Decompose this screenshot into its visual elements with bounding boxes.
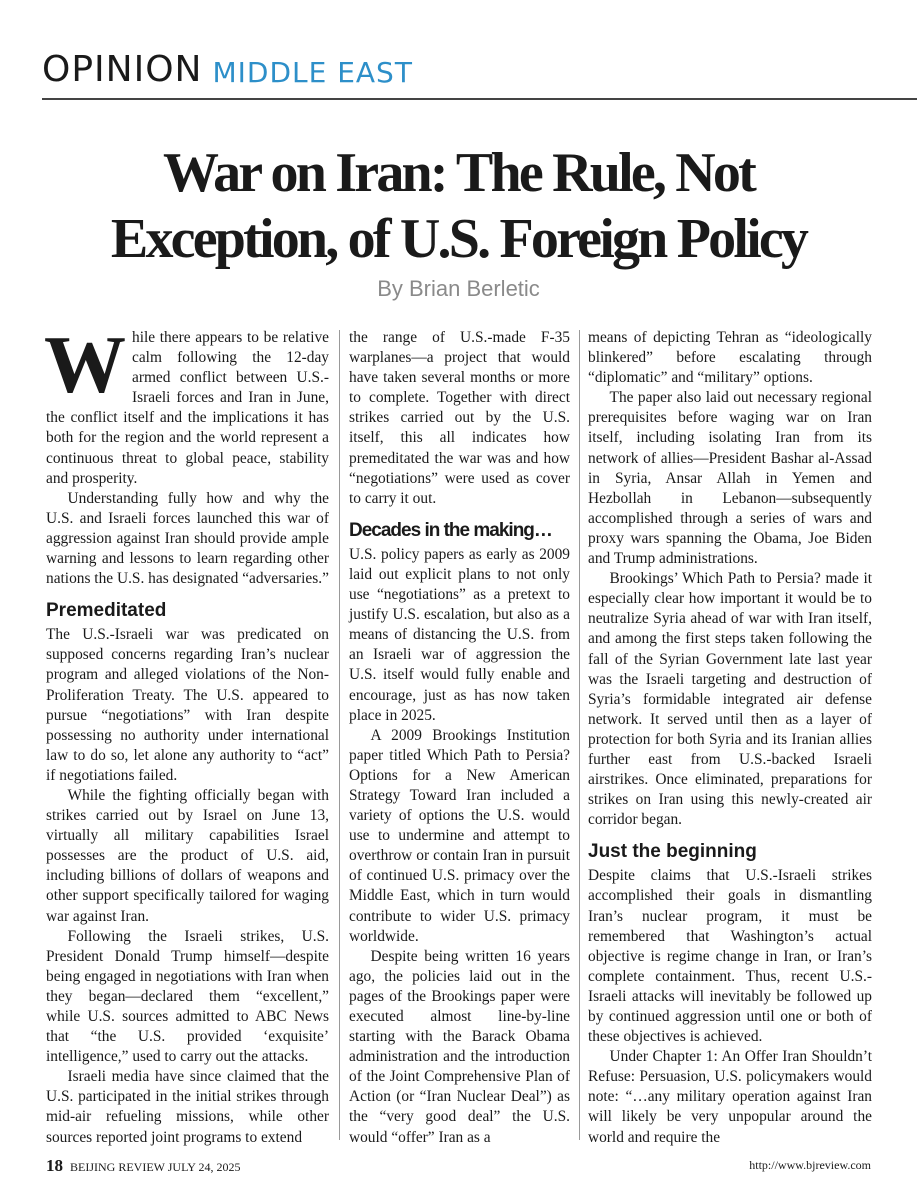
column-divider [579, 330, 580, 1140]
paragraph: The paper also laid out necessary regional prerequisites before waging war on Iran itself, including isolating Iran from its network of allies—President Bashar al-Assad in Syria, Ansar Allah in Yemen and Hezbollah in Lebanon—subsequently accomplished through a series of wars and proxy wars spanning the Obama, Joe Biden and Trump administrations. [588, 389, 872, 568]
paragraph-text: hile there appears to be relative calm following the 12-day armed conflict between U.S.-Israeli forces and Iran in June, the conflict itself and the implications it has both for the region and the world represent a continuous threat to global peace, stability and prosperity. [46, 329, 329, 487]
paragraph: Despite being written 16 years ago, the policies laid out in the pages of the Brookings paper were executed almost line-by-line starting with the Barack Obama administration and the introduction of the Joint Comprehensive Plan of Action (or “Iran Nuclear Deal”) as the “very good deal” the U.S. would “offer” Iran as a [349, 947, 570, 1146]
subsection-label: MIDDLE EAST [212, 56, 413, 89]
paragraph: A 2009 Brookings Institution paper titled Which Path to Persia? Options for a New American Strategy Toward Iran included a variety of options the U.S. would use to undermine and attempt to overthrow or contain Iran in pursuit of continued U.S. primacy over the Middle East, which in turn would contribute to wider U.S. primacy worldwide. [349, 726, 570, 945]
section-label: OPINION [42, 49, 203, 90]
article-column-3 [588, 328, 872, 1148]
paragraph: The U.S.-Israeli war was predicated on supposed concerns regarding Iran’s nuclear program and alleged violations of the Non-Proliferation Treaty. The U.S. appeared to pursue “negotiations” with Iran despite possessing no authority under international law to do so, let alone any authority to “act” if negotiations failed. [46, 626, 329, 784]
column-divider [339, 330, 340, 1140]
publication-info: BEIJING REVIEW JULY 24, 2025 [70, 1160, 241, 1174]
paragraph: Despite claims that U.S.-Israeli strikes accomplished their goals in dismantling Iran’s nuclear program, it must be remembered that Washington’s actual objective is regime change in Iran, or Iran’s complete containment. Thus, recent U.S.-Israeli attacks will inevitably be followed up by continued aggression until one or both of these objectives is achieved. [588, 867, 872, 1046]
article-column-1 [44, 319, 329, 1148]
headline-line-1: War on Iran: The Rule, Not [163, 142, 754, 204]
subheading-beginning: Just the beginning [588, 841, 757, 863]
paragraph: Following the Israeli strikes, U.S. President Donald Trump himself—despite being engaged in negotiations with Iran when they began—declared them “excellent,” while U.S. sources admitted to ABC News that “the U.S. provided ‘exquisite’ intelligence,” used to carry out the attacks. [46, 927, 329, 1066]
paragraph: U.S. policy papers as early as 2009 laid out explicit plans to not only use “negotiations” as a pretext to justify U.S. escalation, but also as a means of distancing the U.S. from an Israeli war of aggression the U.S. itself would fully enable and encourage, just as has now taken place in 2025. [349, 545, 570, 724]
paragraph: Israeli media have since claimed that the U.S. participated in the initial strikes through mid-air refueling missions, while other sources reported joint programs to extend [46, 1068, 329, 1146]
drop-cap: W [44, 319, 126, 410]
header-divider [42, 98, 917, 100]
paragraph: means of depicting Tehran as “ideologically blinkered” before escalating through “diplomatic” and “military” options. [588, 329, 872, 387]
headline-line-2: Exception, of U.S. Foreign Policy [110, 208, 807, 270]
subheading-premeditated: Premeditated [46, 600, 167, 622]
section-header [42, 50, 917, 90]
publication-url[interactable]: http://www.bjreview.com [749, 1158, 871, 1172]
byline: By Brian Berletic [377, 276, 540, 301]
subheading-decades: Decades in the making… [349, 519, 552, 541]
paragraph: Understanding fully how and why the U.S. and Israeli forces launched this war of aggression against Iran should provide ample warning and lessons to learn regarding other nations the U.S. has designated “adversaries.” [46, 489, 329, 588]
paragraph: Under Chapter 1: An Offer Iran Shouldn’t Refuse: Persuasion, U.S. policymakers would note: “…any military operation against Iran will likely be very unpopular around the world and require the [588, 1048, 872, 1146]
page-footer [46, 1156, 240, 1176]
page-number: 18 [46, 1156, 63, 1175]
paragraph: Brookings’ Which Path to Persia? made it especially clear how important it would be to neutralize Syria ahead of war with Iran itself, and among the first steps taken following the fall of the Syrian Government late last year was the Israeli targeting and destruction of Syria’s formidable integrated air defense network. It served until then as a layer of protection for both Syria and its Iranian allies further east from U.S.-backed Israeli airstrikes. Once eliminated, preparations for strikes on Iran using this newly-created air corridor began. [588, 570, 872, 829]
paragraph: While the fighting officially began with strikes carried out by Israel on June 13, virtually all military capabilities Israel possesses are the product of U.S. aid, including billions of dollars of weapons and other support specifically tailored for waging war against Iran. [46, 786, 329, 925]
paragraph [44, 319, 329, 489]
article-column-2 [349, 328, 570, 1148]
article-headline [40, 140, 877, 272]
paragraph: the range of U.S.-made F-35 warplanes—a project that would have taken several months or more to complete. Together with direct strikes carried out by the U.S. itself, this all indicates how premeditated the war was and how “negotiations” were used as cover to carry it out. [349, 329, 570, 507]
